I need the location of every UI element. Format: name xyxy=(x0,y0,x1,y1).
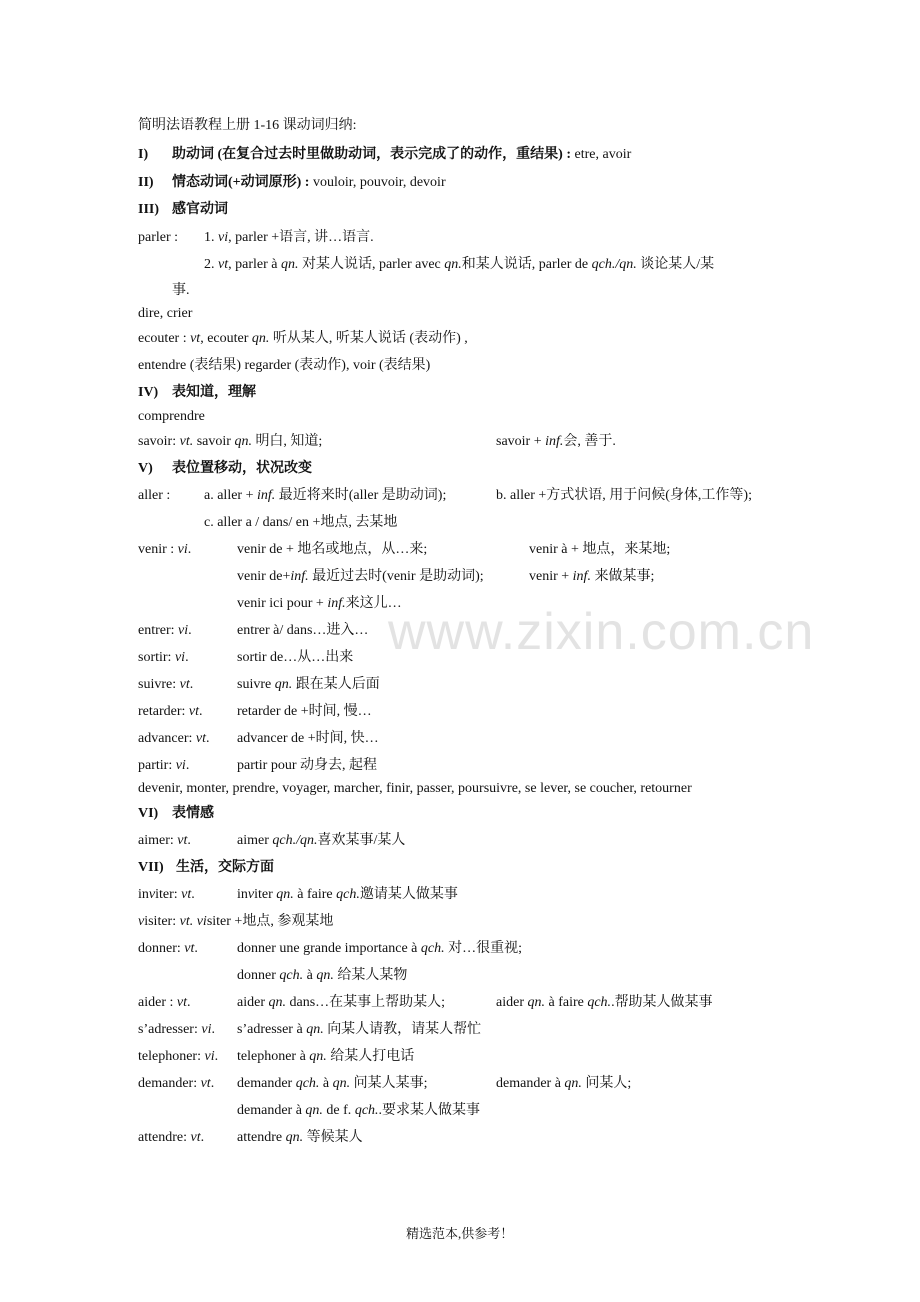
text-seg: vt xyxy=(181,887,192,902)
text-seg: a. aller + xyxy=(204,488,257,503)
text-seg: venir + xyxy=(529,569,573,584)
text-seg: sortir: xyxy=(138,650,175,665)
text-seg: v xyxy=(138,914,145,929)
text-seg: 谈论某人/某 xyxy=(636,257,715,272)
text-seg: iter xyxy=(254,887,277,902)
section-2-label: 情态动词(+动词原形) : xyxy=(172,175,310,190)
text-seg: , parler +语言, 讲…语言. xyxy=(228,230,374,245)
text-seg: vt xyxy=(176,995,187,1010)
text-seg: dans…在某事上帮助某人; xyxy=(285,995,446,1010)
text-seg: 会, 善于. xyxy=(563,434,616,449)
verb-demander-meaning-1 xyxy=(237,1075,428,1093)
verb-sortir-head xyxy=(138,649,189,667)
text-seg: v xyxy=(247,887,255,902)
verb-demander-meaning-3 xyxy=(237,1102,480,1120)
text-seg: vt xyxy=(190,331,201,346)
text-seg: donner xyxy=(237,968,280,983)
section-6-number: VI) xyxy=(138,806,159,821)
text-seg: aimer: xyxy=(138,833,178,848)
verb-savoir-2 xyxy=(496,433,616,451)
text-seg: telephoner à xyxy=(237,1049,310,1064)
verb-aller-b: b. aller +方式状语, 用于问候(身体,工作等); xyxy=(496,488,752,503)
verb-venir-head xyxy=(138,541,191,559)
text-seg: qn. xyxy=(444,257,462,272)
verb-advancer-meaning: advancer de +时间, 快… xyxy=(237,731,379,746)
section-1-label: 助动词 (在复合过去时里做助动词，表示完成了的动作，重结果) : xyxy=(172,147,571,162)
text-seg: qch. xyxy=(279,968,304,983)
text-seg: qn. xyxy=(332,1076,351,1091)
text-seg: 对某人说话, parler avec xyxy=(298,257,445,272)
text-seg: 来做某事; xyxy=(590,569,655,584)
text-seg: 1. xyxy=(204,230,218,245)
section-4-number: IV) xyxy=(138,385,159,400)
text-seg: 最近将来时(aller 是助动词); xyxy=(275,488,447,503)
text-seg: qn. xyxy=(316,968,334,983)
verb-attendre-head xyxy=(138,1129,204,1147)
text-seg: . xyxy=(191,887,195,902)
text-seg: 邀请某人做某事 xyxy=(359,887,458,902)
text-seg: savoir: xyxy=(138,434,180,449)
text-seg: .要求某人做某事 xyxy=(378,1103,481,1118)
text-seg: entrer: xyxy=(138,623,179,638)
verb-aider-head xyxy=(138,994,190,1012)
text-seg: inf. xyxy=(572,569,591,584)
text-seg: isiter: xyxy=(144,914,180,929)
verb-venir-r2a xyxy=(237,568,484,586)
verb-aller-a xyxy=(204,487,446,505)
section-3-number: III) xyxy=(138,202,160,217)
verb-entrer-meaning: entrer à/ dans…进入… xyxy=(237,623,369,638)
section-3-label: 感官动词 xyxy=(172,202,228,217)
verb-parler-meaning-1 xyxy=(204,229,374,247)
text-seg: . xyxy=(210,1076,215,1091)
section-2-verbs: vouloir, pouvoir, devoir xyxy=(309,175,446,190)
section-1-heading xyxy=(172,146,631,164)
text-seg: donner: xyxy=(138,941,185,956)
text-seg: , parler à xyxy=(228,257,281,272)
text-seg: à xyxy=(303,968,317,983)
text-seg: 来这儿… xyxy=(345,596,402,611)
verb-telephoner-meaning xyxy=(237,1048,414,1066)
text-seg: . xyxy=(200,1130,205,1145)
text-seg: vi xyxy=(178,623,189,638)
text-seg: qn. xyxy=(309,1049,327,1064)
verb-venir-r2b xyxy=(529,568,654,586)
text-seg: v xyxy=(148,887,156,902)
section-4-label: 表知道，理解 xyxy=(172,385,256,400)
text-seg: venir ici pour + xyxy=(237,596,328,611)
doc-title: 简明法语教程上册 1-16 课动词归纳: xyxy=(138,118,357,133)
text-seg: . xyxy=(187,833,191,848)
verb-partir-head xyxy=(138,757,189,775)
section-6-label: 表情感 xyxy=(172,806,214,821)
text-seg: s’adresser: xyxy=(138,1022,202,1037)
verb-venir-r1a: venir de + 地名或地点，从…来; xyxy=(237,542,428,557)
section-1-number: I) xyxy=(138,147,149,162)
text-seg: vi xyxy=(201,1022,212,1037)
text-seg: .帮助某人做某事 xyxy=(611,995,713,1010)
text-seg: qn. xyxy=(305,1103,323,1118)
text-seg: . xyxy=(211,1022,215,1037)
text-seg: vt. vi xyxy=(179,914,207,929)
text-seg: vi xyxy=(204,1049,215,1064)
text-seg: qn. xyxy=(274,677,293,692)
text-seg: . xyxy=(199,704,203,719)
text-seg: in xyxy=(138,887,149,902)
verb-demander-head xyxy=(138,1075,214,1093)
text-seg: vi xyxy=(218,230,229,245)
text-seg: suivre: xyxy=(138,677,180,692)
text-seg: . xyxy=(187,542,192,557)
text-seg: , ecouter xyxy=(200,331,252,346)
page-footer: 精选范本,供参考！ xyxy=(406,1226,514,1241)
text-seg: 听从某人, 听某人说话 (表动作) , xyxy=(269,331,468,346)
verb-aider-meaning-1 xyxy=(237,994,445,1012)
text-seg: 明白, 知道; xyxy=(251,434,323,449)
text-seg: . xyxy=(206,731,210,746)
text-seg: inf. xyxy=(256,488,276,503)
verb-parler-meaning-2-cont: 事. xyxy=(172,283,190,298)
text-seg: aider xyxy=(496,995,528,1010)
verb-aider-meaning-2 xyxy=(496,994,713,1012)
text-seg: de f. xyxy=(322,1103,355,1118)
text-seg: demander: xyxy=(138,1076,201,1091)
verb-advancer-head xyxy=(138,730,210,748)
text-seg: à faire xyxy=(544,995,588,1010)
text-seg: telephoner: xyxy=(138,1049,205,1064)
verb-suivre-meaning xyxy=(237,676,380,694)
text-seg: 跟在某人后面 xyxy=(292,677,380,692)
verb-inviter-head xyxy=(138,886,195,904)
verb-sortir-meaning: sortir de…从…出来 xyxy=(237,650,354,665)
text-seg: . xyxy=(189,677,194,692)
verb-visiter xyxy=(138,913,333,931)
watermark: www.zixin.com.cn xyxy=(388,603,815,661)
section-2-number: II) xyxy=(138,175,154,190)
verb-retarder-head xyxy=(138,703,203,721)
text-seg: demander à xyxy=(237,1103,306,1118)
text-seg: . xyxy=(188,623,192,638)
verb-venir-r3 xyxy=(237,595,402,613)
text-seg: savoir + xyxy=(496,434,546,449)
text-seg: in xyxy=(237,887,248,902)
verb-dire-crier: dire, crier xyxy=(138,306,193,321)
verb-donner-meaning-1 xyxy=(237,940,522,958)
text-seg: partir: xyxy=(138,758,176,773)
text-seg: vt. xyxy=(179,434,194,449)
verb-entrer-head xyxy=(138,622,192,640)
text-seg: 问某人; xyxy=(581,1076,632,1091)
text-seg: qch. xyxy=(354,1103,379,1118)
text-seg: vt xyxy=(195,731,207,746)
text-seg: . xyxy=(214,1049,219,1064)
verb-attendre-meaning xyxy=(237,1129,363,1147)
text-seg: qch. xyxy=(336,887,360,902)
text-seg: venir : xyxy=(138,542,178,557)
text-seg: venir de+ xyxy=(237,569,291,584)
text-seg: qn. xyxy=(268,995,286,1010)
text-seg: savoir xyxy=(193,434,235,449)
text-seg: suivre xyxy=(237,677,275,692)
section-5-number: V) xyxy=(138,461,153,476)
section-2-heading xyxy=(172,174,446,192)
text-seg: 对…很重视; xyxy=(444,941,522,956)
text-seg: qn. xyxy=(251,331,270,346)
text-seg: inf. xyxy=(290,569,309,584)
verb-telephoner-head xyxy=(138,1048,218,1066)
text-seg: vi xyxy=(175,758,186,773)
verb-ecouter xyxy=(138,330,468,348)
text-seg: vt xyxy=(200,1076,211,1091)
verb-aller-c: c. aller a / dans/ en +地点, 去某地 xyxy=(204,515,398,530)
text-seg: qn. xyxy=(285,1130,304,1145)
text-seg: iter: xyxy=(155,887,182,902)
text-seg: qn. xyxy=(306,1022,324,1037)
text-seg: advancer: xyxy=(138,731,196,746)
text-seg: 2. xyxy=(204,257,218,272)
verb-suivre-head xyxy=(138,676,193,694)
text-seg: vt xyxy=(184,941,195,956)
section-5-label: 表位置移动，状况改变 xyxy=(172,461,312,476)
verb-list-v: devenir, monter, prendre, voyager, marcher, finir, passer, poursuivre, se lever, se coucher, retourner xyxy=(138,781,692,796)
text-seg: vt xyxy=(177,833,188,848)
text-seg: 最近过去时(venir 是助动词); xyxy=(308,569,484,584)
verb-aimer-meaning xyxy=(237,832,405,850)
text-seg: demander à xyxy=(496,1076,565,1091)
text-seg: attendre xyxy=(237,1130,286,1145)
verb-sadresser-meaning xyxy=(237,1021,481,1039)
text-seg: qn. xyxy=(276,887,294,902)
verb-donner-meaning-2 xyxy=(237,967,407,985)
text-seg: s’adresser à xyxy=(237,1022,307,1037)
text-seg: 和某人说话, parler de xyxy=(461,257,592,272)
text-seg: 问某人某事; xyxy=(350,1076,428,1091)
text-seg: 给某人打电话 xyxy=(326,1049,415,1064)
text-seg: . xyxy=(185,758,190,773)
text-seg: 给某人某物 xyxy=(333,968,408,983)
verb-aller-head: aller : xyxy=(138,488,171,503)
text-seg: qch. xyxy=(587,995,612,1010)
text-seg: vi xyxy=(177,542,188,557)
text-seg: . xyxy=(194,941,198,956)
verb-partir-meaning: partir pour 动身去, 起程 xyxy=(237,758,377,773)
verb-inviter-meaning xyxy=(237,886,458,904)
text-seg: à faire xyxy=(293,887,337,902)
text-seg: attendre: xyxy=(138,1130,191,1145)
text-seg: aider : xyxy=(138,995,177,1010)
text-seg: qn. xyxy=(280,257,299,272)
text-seg: retarder: xyxy=(138,704,189,719)
section-7-number: VII) xyxy=(138,860,164,875)
text-seg: aider xyxy=(237,995,269,1010)
text-seg: donner une grande importance à xyxy=(237,941,421,956)
verb-venir-r1b: venir à + 地点，来某地; xyxy=(529,542,671,557)
verb-retarder-meaning: retarder de +时间, 慢… xyxy=(237,704,372,719)
verb-demander-meaning-2 xyxy=(496,1075,631,1093)
text-seg: demander xyxy=(237,1076,296,1091)
text-seg: qch./qn. xyxy=(272,833,318,848)
verb-donner-head xyxy=(138,940,198,958)
text-seg: qn. xyxy=(234,434,252,449)
text-seg: qn. xyxy=(564,1076,582,1091)
verb-aimer-head xyxy=(138,832,191,850)
verb-parler-meaning-2 xyxy=(204,256,714,274)
verb-savoir xyxy=(138,433,322,451)
text-seg: qch. xyxy=(295,1076,320,1091)
text-seg: 等候某人 xyxy=(303,1130,363,1145)
text-seg: à xyxy=(319,1076,333,1091)
text-seg: 喜欢某事/某人 xyxy=(317,833,406,848)
verb-entendre: entendre (表结果) regarder (表动作), voir (表结果) xyxy=(138,358,431,373)
text-seg: . xyxy=(185,650,189,665)
text-seg: qch. xyxy=(420,941,445,956)
section-1-verbs: etre, avoir xyxy=(571,147,632,162)
text-seg: inf. xyxy=(327,596,346,611)
text-seg: qch./qn. xyxy=(591,257,637,272)
text-seg: aimer xyxy=(237,833,273,848)
section-7-label: 生活，交际方面 xyxy=(176,860,274,875)
text-seg: ecouter : xyxy=(138,331,191,346)
text-seg: vi xyxy=(174,650,186,665)
text-seg: vt xyxy=(188,704,200,719)
text-seg: inf. xyxy=(545,434,564,449)
text-seg: . xyxy=(186,995,191,1010)
text-seg: 向某人请教，请某人帮忙 xyxy=(323,1022,482,1037)
verb-parler-head: parler : xyxy=(138,230,179,245)
text-seg: vt xyxy=(179,677,190,692)
text-seg: vt xyxy=(190,1130,201,1145)
text-seg: siter +地点, 参观某地 xyxy=(206,914,334,929)
text-seg: vt xyxy=(218,257,229,272)
verb-sadresser-head xyxy=(138,1021,215,1039)
verb-comprendre: comprendre xyxy=(138,409,205,424)
text-seg: qn. xyxy=(527,995,545,1010)
